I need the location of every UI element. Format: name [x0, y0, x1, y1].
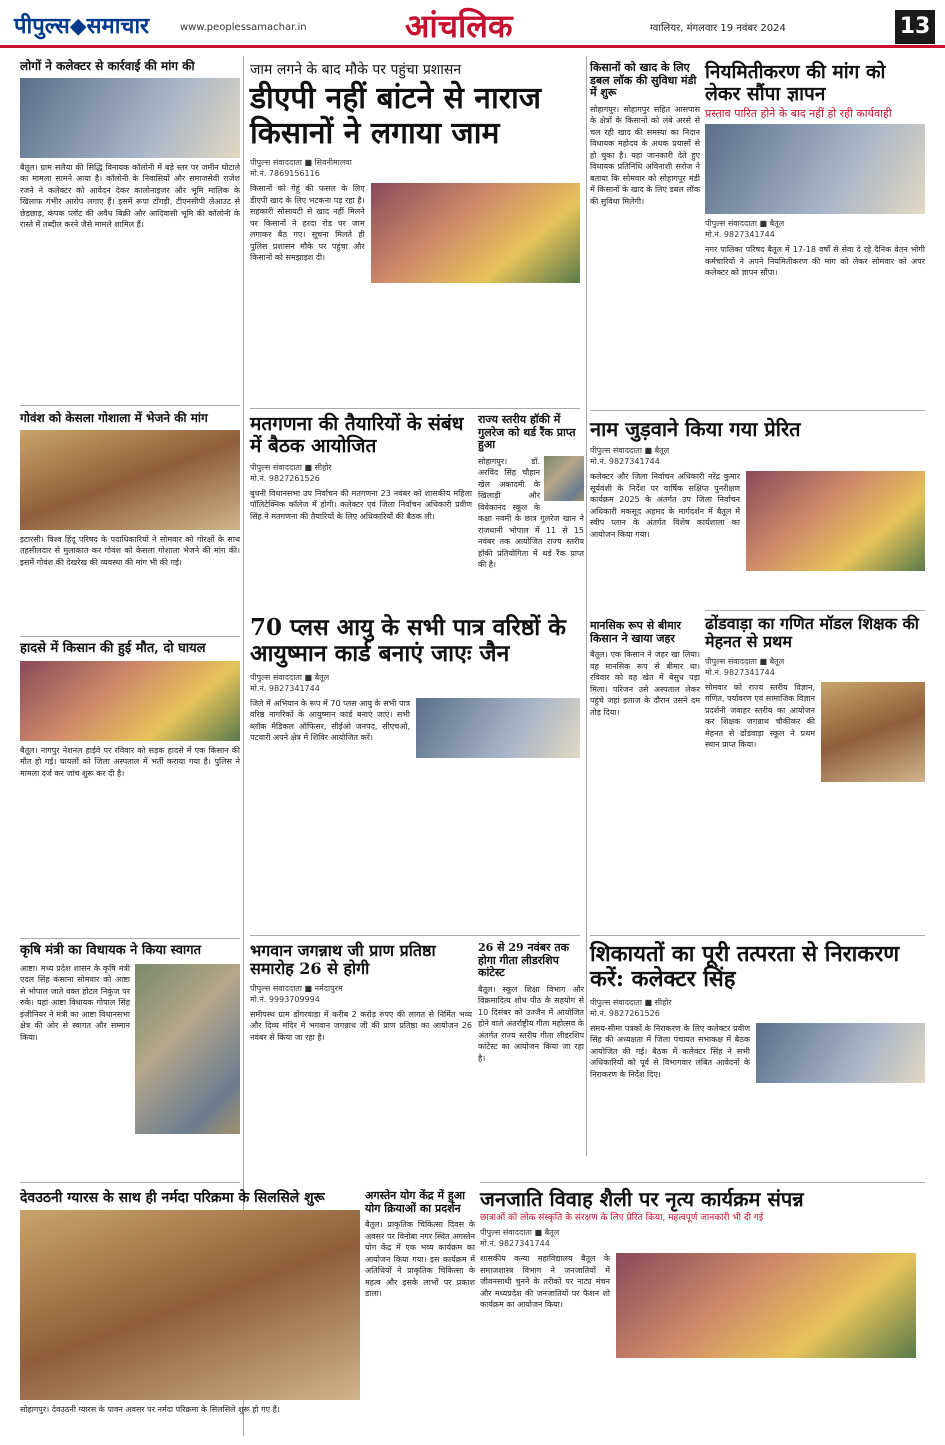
headline: मतगणना की तैयारियों के संबंध में बैठक आयोजित	[250, 413, 464, 457]
story-complaints	[590, 942, 925, 1133]
headline: देवउठनी ग्यारस के साथ ही नर्मदा परिक्रमा के सिलसिले शुरू	[20, 1190, 325, 1206]
story-body: नगर पालिका परिषद बैतूल में 17-18 वर्षों से सेवा दे रहे दैनिक वेतन भोगी कर्मचारियों ने अपने नियमितीकरण की मांग को लेकर सोमवार को अपर कलेक्टर को ज्ञापन सौंपा।	[705, 245, 925, 278]
story-body: बैतूल। नागपुर नेशनल हाईवे पर रविवार को सड़क हादसे में एक किसान की मौत हो गई। घायलों को जिला अस्पताल में भर्ती कराया गया है। पुलिस ने मामला दर्ज कर जांच शुरू कर दी है।	[20, 745, 240, 778]
headline: नाम जुड़वाने किया गया प्रेरित	[590, 417, 801, 441]
story-yoga	[365, 1190, 475, 1399]
headline: गोवंश को केसला गोशाला में भेजने की मांग	[20, 411, 208, 425]
photo	[20, 661, 240, 741]
story-body: इटारसी। विश्व हिंदू परिषद के पदाधिकारियों ने सोमवार को गोरक्षों के साथ तहसीलदार से मुलाकात कर गोवंश को केसला गोशाला भेजने की मांग की। इसमें गोवंश की देखरेख की व्यवस्था की मांग भी की गई।	[20, 534, 240, 567]
column-divider	[586, 56, 587, 1156]
divider	[480, 1182, 925, 1183]
byline: पीपुल्स संवाददाता ■ बैतूल	[705, 219, 785, 229]
story-gita-contest	[478, 942, 584, 1154]
divider	[590, 410, 925, 411]
headline: ढोंडवाड़ा का गणित मॉडल शिक्षक की मेहनत से प्रथम	[705, 614, 919, 652]
story-voter-registration	[590, 418, 925, 581]
divider	[20, 636, 240, 637]
divider	[20, 938, 240, 939]
byline: पीपुल्स संवाददाता ■ बैतूल	[480, 1228, 560, 1238]
headline: हादसे में किसान की हुई मौत, दो घायल	[20, 641, 206, 656]
headline: राज्य स्तरीय हॉकी में गुलरेज को थर्ड रैंक प्राप्त हुआ	[478, 413, 576, 452]
mobile-number: मो.नं. 9827341744	[590, 457, 660, 466]
story-ayushman-card	[250, 615, 580, 818]
story-body: जिले में अभियान के रूप में 70 प्लस आयु के सभी पात्र वरिष्ठ नागरिकों के आयुष्मान कार्ड बनाएं जाएं। सभी ब्लॉक मेडिकल ऑफिसर, सीईओ जनपद, सीएचओ, पटवारी अपने क्षेत्र में शिविर आयोजित करें।	[250, 698, 410, 743]
story-minister-welcome	[20, 944, 240, 1143]
newspaper-logo: पीपुल्स◆समाचार	[14, 13, 150, 39]
headline: लोगों ने कलेक्टर से कार्रवाई की मांग की	[20, 59, 195, 73]
photo	[371, 183, 580, 283]
story-body: सोहागपुर। डॉ. अरविंद सिंह चौहान खेल अकादमी के खिलाड़ी और विवेकानंद स्कूल के कक्षा नवमी के छात्र गुलरेज खान ने राजधानी भोपाल में 11 से 15 नवंबर तक आयोजित राज्य स्तरीय हॉकी प्रतियोगिता में थर्ड रैंक प्राप्त की है।	[478, 456, 584, 570]
section-title: आंचलिक	[405, 7, 513, 45]
byline: पीपुल्स संवाददाता ■ नर्मदापुरम	[250, 983, 343, 993]
subhead: प्रस्ताव पारित होने के बाद नहीं हो रही कार्यवाही	[705, 106, 892, 120]
story-regularization	[705, 62, 925, 364]
mobile-number: मो.नं. 9827261526	[590, 1008, 660, 1018]
story-body: समय-सीमा पत्रकों के निराकरण के लिए कलेक्टर प्रवीण सिंह की अध्यक्षता में जिला पंचायत सभाकक्ष में बैठक आयोजित की गई। बैठक में कलेक्टर सिंह ने सभी अधिकारियों को पूर्व से विभागवार लंबित आवेदनों के निराकरण के निर्देश दिए।	[590, 1023, 750, 1079]
story-dap-protest	[250, 62, 580, 333]
story-body: बैतूल। स्कूल शिक्षा विभाग और विक्रमादित्य शोध पीठ के सहयोग से 10 दिसंबर को उज्जैन में आयोजित होने वाले अंतर्राष्ट्रीय गीता महोत्सव के अंतर्गत राज्य स्तरीय गीता लीडरशिप कांटेस्ट का आयोजन किया जा रहा है।	[478, 984, 584, 1063]
mobile-number: मो.नं. 9827341744	[250, 683, 320, 693]
headline: शिकायतों का पूरी तत्परता से निराकरण करें: कलेक्टर सिंह	[590, 941, 900, 993]
headline: 70 प्लस आयु के सभी पात्र वरिष्ठों के आयुष्मान कार्ड बनाएं जाएः जैन	[250, 614, 566, 668]
headline: जनजाति विवाह शैली पर नृत्य कार्यक्रम संपन्न	[480, 1187, 804, 1211]
headline: अगस्तेन योग केंद्र में हुआ योग क्रियाओं का प्रदर्शन	[365, 1189, 465, 1215]
byline: पीपुल्स संवाददाता ■ सिवनीमालवा	[250, 158, 352, 168]
website-link[interactable]: www.peoplessamachar.in	[180, 22, 307, 33]
photo	[756, 1023, 925, 1083]
story-land-fraud	[20, 60, 240, 357]
photo	[20, 1210, 360, 1400]
story-jagannath	[250, 942, 472, 1159]
photo	[544, 456, 584, 501]
story-body: कलेक्टर और जिला निर्वाचन अधिकारी नरेंद्र कुमार सूर्यवंशी के निर्देश पर वार्षिक सक्षिप्त पुनरीक्षण कार्यक्रम 2025 के अंतर्गत उप जिला निर्वाचन अधिकारी मकसूद अहमद के मार्गदर्शन में बैतूल में स्वीप प्लान के अंतर्गत विशेष कार्यशाला का आयोजन किया गया।	[590, 472, 740, 539]
divider	[590, 935, 925, 936]
photo	[616, 1253, 916, 1358]
mobile-number: मो.नं. 9993709994	[250, 994, 320, 1004]
photo	[821, 682, 925, 782]
caption: सोहागपुर। देवउठनी ग्यारस के पावन अवसर पर नर्मदा परिक्रमा के सिलसिले शुरू हो गए हैं।	[20, 1405, 280, 1415]
story-body: बैतूल। ग्राम सलैया की सिद्धि विनायक कॉलोनी में बड़े स्तर पर जमीन घोटाले का मामला सामने आया है। कॉलोनी के निवासियों और समाजसेवी राजेश रजने ने कलेक्टर को आवेदन देकर कालोनाइजर और भूमि मालिक के खिलाफ गंभीर आरोप लगाए हैं। इसमें रूपा टाँगड़ी, टीएनसीपी लेआउट से छेड़छाड़, कंपक प्लॉट की अवैध बिक्री और आदिवासी भूमि की कॉलोनी के रास्ते में तब्दील करने जैसे मामले शामिल हैं।	[20, 162, 240, 230]
photo	[135, 964, 240, 1134]
headline: 26 से 29 नवंबर तक होगा गीता लीडरशिप कांटेस्ट	[478, 941, 570, 980]
byline: पीपुल्स संवाददाता ■ बैतूल	[590, 446, 670, 455]
headline: भगवान जगन्नाथ जी प्राण प्रतिष्ठा समारोह 26 से होगी	[250, 941, 436, 979]
story-hockey	[478, 414, 584, 591]
story-body: सोमवार को राज्य स्तरीय विज्ञान, गणित, पर्यावरण एवं सामाजिक विज्ञान प्रदर्शनी जवाहर स्तरीय का आयोजन कर शिक्षक जगन्नाथ चौकीकर की मेहनत से ढोंडवाड़ा स्कूल ने प्रथम स्थान प्राप्त किया।	[705, 682, 815, 750]
story-body: बैतूल। एक किसान ने जहर खा लिया। वह मानसिक रूप से बीमार था। रविवार को वह खेत में बेसुध पड़ा मिला। परिजन उसे अस्पताल लेकर पहुंचे जहां इलाज के दौरान उसने दम तोड़ दिया।	[590, 650, 700, 717]
mobile-number: मो.नं. 7869156116	[250, 169, 320, 179]
mobile-number: मो.नं. 9827261526	[250, 473, 320, 483]
photo	[20, 430, 240, 530]
byline: पीपुल्स संवाददाता ■ सीहोर	[250, 462, 332, 472]
mobile-number: मो.नं. 9827341744	[705, 667, 775, 677]
story-body: आष्टा। मध्य प्रदेश शासन के कृषि मंत्री एदल सिंह कंसाना सोमवार को आष्टा से भोपाल जाते वक्त होटल निकुंज पर रुके। यहां आष्टा विधायक गोपाल सिंह इंजीनियर ने मंत्री का आष्टा विधानसभा क्षेत्र की ओर से स्वागत और सम्मान किया।	[20, 963, 130, 1042]
story-farmer-poison	[590, 620, 700, 869]
story-body: बैतूल। प्राकृतिक चिकित्सा दिवस के अवसर पर विनोबा नगर स्थित अगस्तेन योग केंद्र में एक भव्य कार्यक्रम का आयोजन किया गया। इस कार्यक्रम में अतिथियों ने प्राकृतिक चिकित्सा के महत्व और इसके लाभों पर प्रकाश डाला।	[365, 1220, 475, 1299]
headline: डीएपी नहीं बांटने से नाराज किसानों ने लगाया जाम	[250, 81, 542, 151]
story-body: बुधनी विधानसभा उप निर्वाचन की मतगणना 23 नवंबर को शासकीय महिला पॉलिटेक्निक कॉलेज में होगी। कलेक्टर एवं जिला निर्वाचन अधिकारी प्रवीण सिंह ने मतगणना की तैयारियों के लिए अधिकारियों की बैठक ली।	[250, 488, 472, 521]
mobile-number: मो.नं. 9827341744	[480, 1239, 550, 1249]
headline: कृषि मंत्री का विधायक ने किया स्वागत	[20, 943, 202, 958]
byline: पीपुल्स संवाददाता ■ सीहोर	[590, 997, 672, 1007]
divider	[250, 935, 580, 936]
story-body: किसानों को गेहूं की फसल के लिए डीएपी खाद के लिए भटकना पड़ रहा है। सहकारी सोसायटी से खाद नहीं मिलने पर किसानों ने हरदा रोड पर जाम लगाकर बैठ गए। सूचना मिलते ही पुलिस प्रशासन मौके पर पहुंचा और किसानों को समझाइश दी।	[250, 184, 365, 263]
photo	[416, 698, 580, 758]
divider	[20, 1182, 240, 1183]
photo	[20, 78, 240, 158]
headline: मानसिक रूप से बीमार किसान ने खाया जहर	[590, 619, 682, 645]
byline: पीपुल्स संवाददाता ■ बैतूल	[250, 672, 330, 682]
story-body: सोहागपुर। सोहागपुर सहित आसपास के क्षेत्रों के किसानों को लंबे अरसे से चल रही खाद की समस्या का निदान विधायक महोदय के अथक प्रयासों से हो चुका है। यहां जानकारी देते हुए विधायक प्रतिनिधि अविनाशी सरोज ने बताया कि सोमवार को सोहागपुर मंडी में किसानों के खाद के लिए डबल लॉक की सुविधा मिलेगी।	[590, 104, 700, 206]
story-body: समीपस्थ ग्राम डोंगरवाड़ा में करीब 2 करोड़ रुपए की लागत से निर्मित भव्य और दिव्य मंदिर में भगवान जगन्नाथ जी की प्राण प्रतिष्ठा का आयोजन 26 नवंबर से किया जा रहा है।	[250, 1009, 472, 1042]
story-tribal-dance	[480, 1188, 925, 1403]
divider	[250, 408, 580, 409]
byline: पीपुल्स संवाददाता ■ बैतूल	[705, 656, 785, 666]
photo	[705, 124, 925, 214]
story-double-lock	[590, 62, 700, 374]
edition-date: ग्वालियर, मंगलवार 19 नवंबर 2024	[650, 23, 786, 34]
story-gaushala	[20, 412, 240, 634]
headline: किसानों को खाद के लिए डबल लॉक की सुविधा मंडी में शुरू	[590, 61, 697, 100]
photo	[746, 471, 925, 571]
subhead: छात्राओं को लोक संस्कृति के संरक्षण के लिए प्रेरित किया, महत्वपूर्ण जानकारी भी दी गई	[480, 1213, 764, 1223]
story-narmada-parikrama	[20, 1190, 360, 1444]
kicker: जाम लगने के बाद मौके पर पहुंचा प्रशासन	[250, 62, 462, 78]
mobile-number: मो.नं. 9827341744	[705, 230, 775, 240]
story-body: शासकीय कन्या महाविद्यालय बैतूल के समाजशास्त्र विभाग ने जनजातियों में जीवनसाथी चुनने के तरीकों पर नाट्य मंचन और मध्यप्रदेश की जनजातियों पर फैशन शो कार्यक्रम का आयोजन किया।	[480, 1254, 610, 1310]
divider	[705, 610, 925, 611]
page-number: 13	[895, 10, 935, 44]
story-accident	[20, 642, 240, 945]
masthead	[0, 0, 945, 48]
divider	[20, 405, 240, 406]
story-math-model	[705, 615, 925, 902]
story-counting-meeting	[250, 414, 472, 598]
headline: नियमितीकरण की मांग को लेकर सौंपा ज्ञापन	[705, 61, 886, 105]
